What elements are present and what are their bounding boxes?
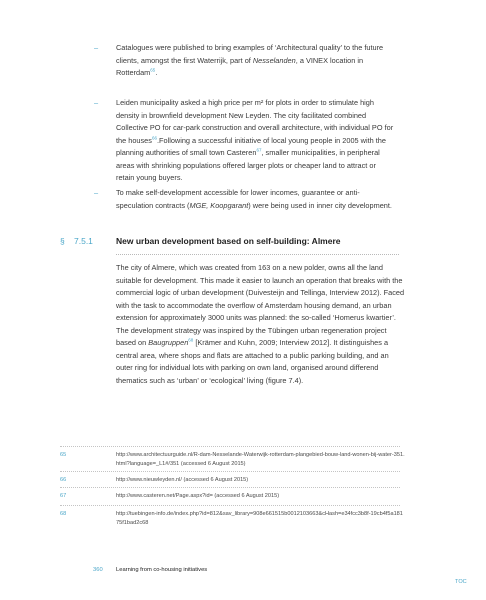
- bullet-emphasis: Nesselanden: [252, 55, 296, 65]
- section-heading: [60, 236, 400, 250]
- footnote-divider: [60, 471, 400, 472]
- paragraph-text-part: [Krämer and Kuhn, 2009; Interview 2012]. It distinguishes a central area, where shops and flats are attached to a public parking building, and an outer ring for individual lots with parking on own land, organised around differend thematics such as ‘urban’ or ‘ecological’ living (figure 7.4).: [116, 338, 389, 385]
- footnote-divider: [60, 446, 400, 447]
- page-number: 360: [93, 567, 103, 573]
- bullet-item: [94, 187, 394, 212]
- bullet-dash: –: [94, 188, 99, 197]
- bullet-dash: –: [94, 98, 99, 107]
- running-footer-title: Learning from co-housing initiatives: [116, 567, 208, 573]
- footnote-number: 65: [60, 452, 67, 458]
- paragraph-emphasis: Baugruppen: [148, 338, 189, 347]
- bullet-text-part: .Following a successful initiative of local young people in 2005 with the planning authorities of small town Casteren: [116, 135, 386, 157]
- footnote-number: 68: [60, 511, 67, 517]
- bullet-text-part: Catalogues were published to bring examples of ‘Architectural quality’ to the future clients, amongst the first Waterrijk, part of: [116, 43, 384, 65]
- footnote-ref-link[interactable]: 65: [150, 67, 156, 73]
- bullet-text-part: Leiden municipality asked a high price per m² for plots in order to stimulate high density in brownfield development New Leyden. The city facilitated combined Collective PO for car-park construction and overall architecture, with individual PO for the houses: [116, 98, 394, 145]
- footnote-number: 67: [60, 493, 67, 499]
- bullet-dash: –: [94, 43, 99, 52]
- bullet-text: [94, 187, 394, 212]
- bullet-item: [94, 97, 394, 185]
- footnote-text[interactable]: http://www.casteren.net/Page.aspx?id= (accessed 6 August 2015): [116, 493, 280, 499]
- footnote-text[interactable]: http://tuebingen-info.de/index.php?id=812&sav_library=908e661515b0012103663&cHash=e34fcc3b8f-19cb4f5a18175f1bad2c68: [116, 511, 403, 526]
- footnote-text[interactable]: http://www.nieuwleyden.nl/ (accessed 6 August 2015): [116, 477, 249, 483]
- bullet-text-part: To make self-development accessible for lower incomes, guarantee or anti-speculation contracts (: [116, 188, 360, 210]
- footnote-number: 66: [60, 477, 67, 483]
- footnote-ref-link[interactable]: 67: [256, 147, 262, 153]
- bullet-item: [94, 42, 394, 80]
- bullet-text-part: , smaller municipalities, in peripheral areas with shrinking populations offered larger plots or cheaper land to attract or retain young buyers.: [116, 148, 380, 182]
- bullet-emphasis: MGE, Koopgarant: [189, 200, 249, 210]
- bullet-text-part: ) were being used in inner city development.: [248, 200, 392, 210]
- footnote-ref-link[interactable]: 66: [151, 135, 157, 141]
- bullet-text: [94, 42, 394, 80]
- toc-link[interactable]: TOC: [455, 579, 467, 585]
- bullet-text: [94, 97, 394, 185]
- paragraph-text-part: The city of Almere, which was created from 163 on a new polder, owns all the land suitable for development. This made it easier to launch an operation that breaks with the commercial logic of urban development (Duivesteijn and Tellinga, Interview 2012). Faced with the task to accommodate the overflow of Amsterdam housing demand, an urban extension for approximately 3000 units was planned: the so-called ‘Homerus kwartier’. The development strategy was inspired by the Tübingen urban regeneration project based on: [116, 263, 405, 347]
- body-paragraph: [116, 262, 406, 387]
- footnote-ref-link[interactable]: 68: [188, 337, 194, 343]
- footnote-divider: [60, 505, 400, 506]
- section-divider: [116, 254, 399, 255]
- section-number: 7.5.1: [74, 236, 93, 246]
- footnote-text[interactable]: http://www.architectuurguide.nl/R-dam-Nesselande-Waterwijk-rotterdam-plangebied-bouw-land-wonen-bij-water-351.html?language=_L1#/351 (accessed 6 August 2015): [116, 452, 405, 467]
- footnote-divider: [60, 487, 400, 488]
- bullet-text-part: .: [155, 68, 158, 77]
- section-title: New urban development based on self-building: Almere: [116, 236, 341, 246]
- bullet-text-part: , a VINEX location in Rotterdam: [116, 55, 364, 77]
- section-symbol: §: [60, 236, 65, 246]
